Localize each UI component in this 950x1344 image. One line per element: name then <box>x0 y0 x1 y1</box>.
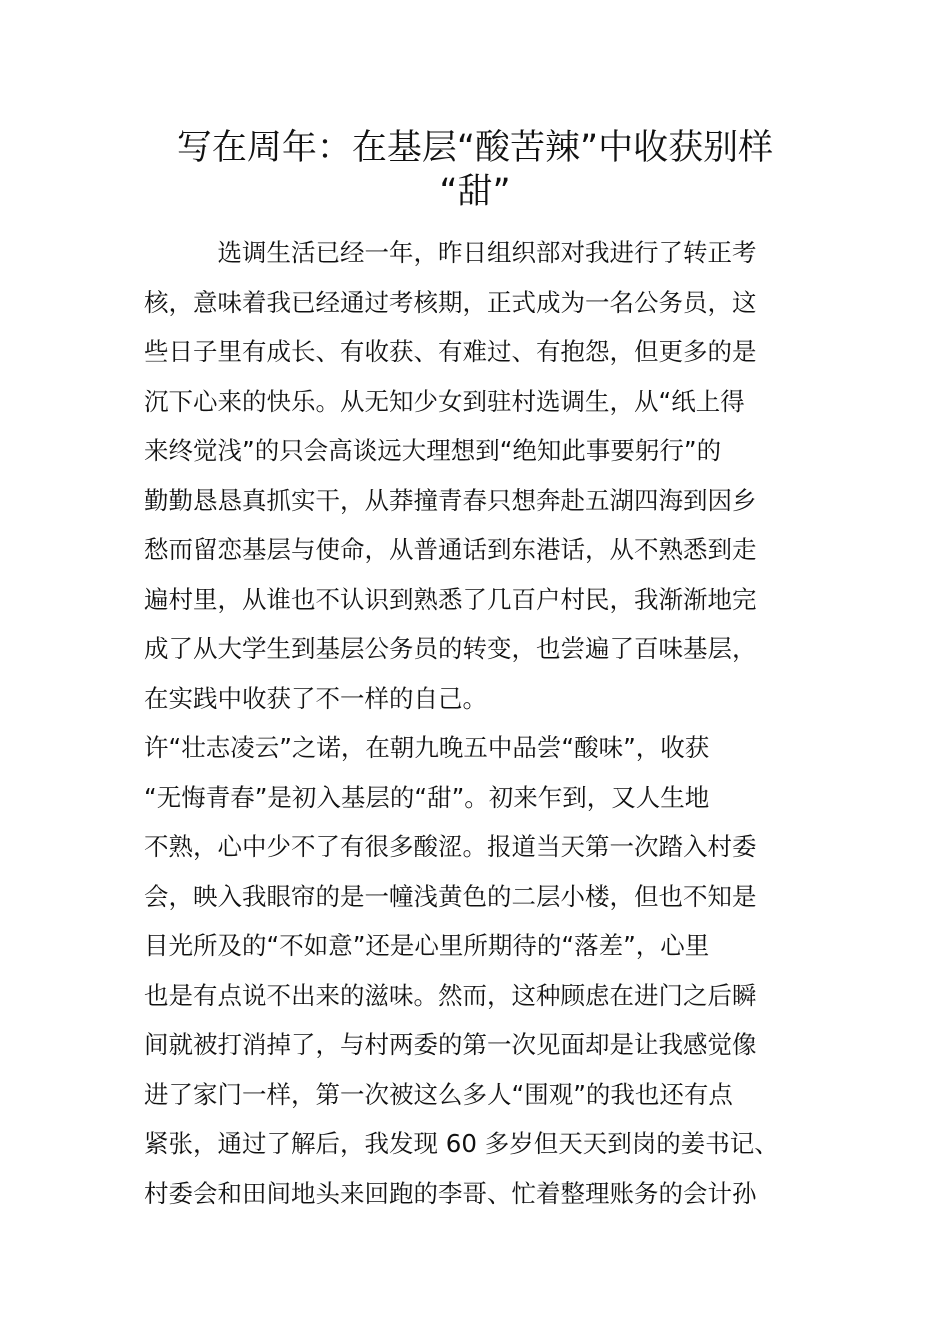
body-line: 许“壮志凌云”之诺，在朝九晚五中品尝“酸味”，收获 <box>144 733 710 762</box>
body-line: 间就被打消掉了，与村两委的第一次见面却是让我感觉像 <box>144 1030 757 1059</box>
body-line: 紧张，通过了解后，我发现 60 多岁但天天到岗的姜书记、 <box>144 1129 779 1158</box>
body-line: 些日子里有成长、有收获、有难过、有抱怨，但更多的是 <box>144 337 757 366</box>
body-line: 愁而留恋基层与使命，从普通话到东港话，从不熟悉到走 <box>144 535 757 564</box>
body-line: 目光所及的“不如意”还是心里所期待的“落差”，心里 <box>144 931 710 960</box>
title-line: “甜” <box>439 172 511 212</box>
body-line: 进了家门一样，第一次被这么多人“围观”的我也还有点 <box>144 1079 733 1109</box>
body-line: “无悔青春”是初入基层的“甜”。初来乍到，又人生地 <box>144 782 710 812</box>
body-line: 成了从大学生到基层公务员的转变，也尝遍了百味基层， <box>144 634 757 663</box>
body-line: 会，映入我眼帘的是一幢浅黄色的二层小楼，但也不知是 <box>144 881 757 911</box>
body-line: 选调生活已经一年，昨日组织部对我进行了转正考 <box>144 238 757 267</box>
title-line: 写在周年：在基层“酸苦辣”中收获别样 <box>176 128 774 168</box>
document-body <box>144 228 824 1218</box>
body-line: 也是有点说不出来的滋味。然而，这种顾虑在进门之后瞬 <box>144 980 757 1010</box>
body-line: 来终觉浅”的只会高谈远大理想到“绝知此事要躬行”的 <box>144 436 722 465</box>
body-line: 遍村里，从谁也不认识到熟悉了几百户村民，我渐渐地完 <box>144 584 757 614</box>
body-line: 沉下心来的快乐。从无知少女到驻村选调生，从“纸上得 <box>144 386 745 416</box>
body-line: 核，意味着我已经通过考核期，正式成为一名公务员，这 <box>144 287 757 317</box>
body-line: 村委会和田间地头来回跑的李哥、忙着整理账务的会计孙 <box>144 1178 757 1208</box>
body-line: 勤勤恳恳真抓实干，从莽撞青春只想奔赴五湖四海到因乡 <box>144 485 757 515</box>
document-title <box>120 126 830 214</box>
body-line: 在实践中收获了不一样的自己。 <box>144 683 487 713</box>
body-line: 不熟，心中少不了有很多酸涩。报道当天第一次踏入村委 <box>144 832 757 861</box>
